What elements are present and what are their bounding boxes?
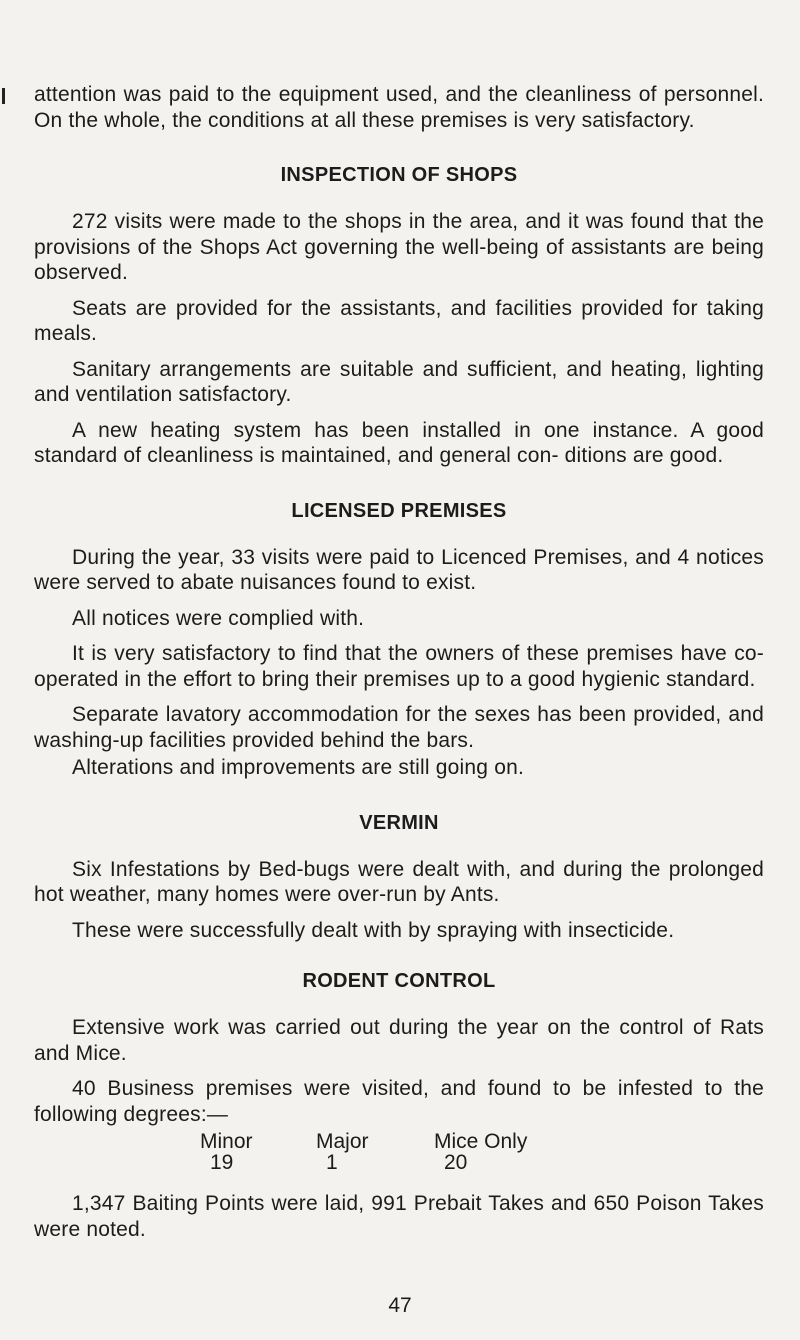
licensed-paragraph-3: It is very satisfactory to find that the owners of these premises have co-operated in the effort to bring their premises up to a good hygienic standard. (34, 642, 764, 691)
rodent-paragraph-3: 1,347 Baiting Points were laid, 991 Prebait Takes and 650 Poison Takes were noted. (34, 1192, 764, 1241)
page-number: 47 (388, 1294, 412, 1317)
table-value-minor: 19 (210, 1151, 234, 1174)
shops-paragraph-1: 272 visits were made to the shops in the area, and it was found that the provisions of the Shops Act governing the well-being of assistants are being observed. (34, 210, 764, 284)
heading-rodent-control: RODENT CONTROL (302, 970, 496, 992)
licensed-paragraph-2: All notices were complied with. (72, 606, 365, 630)
intro-paragraph: attention was paid to the equipment used, and the cleanliness of personnel. On the whole, the conditions at all these premises is very satisfactory. (34, 83, 764, 132)
shops-paragraph-2: Seats are provided for the assistants, and facilities provided for taking meals. (34, 296, 764, 345)
table-value-major: 1 (326, 1151, 338, 1174)
rodent-paragraph-2: 40 Business premises were visited, and found to be infested to the following degrees:— (34, 1077, 764, 1126)
margin-mark (2, 88, 5, 104)
table-header-major: Major (316, 1130, 369, 1153)
shops-paragraph-4: A new heating system has been installed in one instance. A good standard of cleanliness is maintained, and general con- ditions are good. (34, 418, 764, 467)
table-header-minor: Minor (200, 1130, 253, 1153)
shops-paragraph-3: Sanitary arrangements are suitable and sufficient, and heating, lighting and ventilation satisfactory. (34, 357, 764, 406)
vermin-paragraph-2: These were successfully dealt with by spraying with insecticide. (72, 918, 675, 942)
licensed-paragraph-4: Separate lavatory accommodation for the sexes has been provided, and washing-up facilities provided behind the bars. (34, 703, 764, 752)
page-content (34, 82, 764, 1242)
infestation-table (200, 1131, 764, 1173)
table-header-mice-only: Mice Only (434, 1130, 528, 1153)
table-value-mice-only: 20 (444, 1151, 468, 1174)
heading-inspection-of-shops: INSPECTION OF SHOPS (280, 164, 518, 186)
licensed-paragraph-5: Alterations and improvements are still going on. (72, 756, 524, 779)
vermin-paragraph-1: Six Infestations by Bed-bugs were dealt with, and during the prolonged hot weather, many homes were over-run by Ants. (34, 857, 764, 906)
licensed-paragraph-1: During the year, 33 visits were paid to Licenced Premises, and 4 notices were served to abate nuisances found to exist. (34, 545, 764, 594)
heading-licensed-premises: LICENSED PREMISES (291, 499, 507, 522)
rodent-paragraph-1: Extensive work was carried out during the year on the control of Rats and Mice. (34, 1016, 764, 1065)
heading-vermin: VERMIN (359, 811, 439, 834)
